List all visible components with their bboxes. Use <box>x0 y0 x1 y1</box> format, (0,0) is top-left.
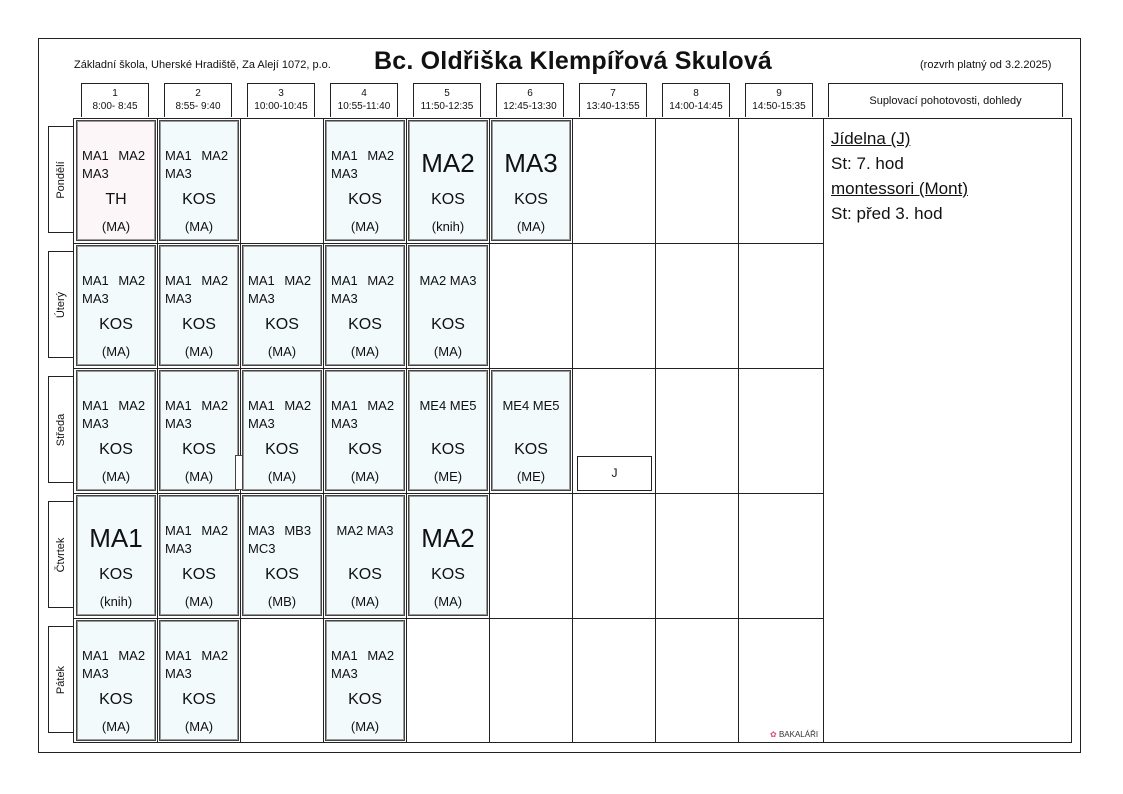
duty-box-canteen[interactable]: J <box>577 456 652 491</box>
row-divider <box>74 493 823 494</box>
lesson-groups: MA3 MB3 MC3 <box>248 523 312 556</box>
lesson-subject: KOS <box>348 316 382 333</box>
lesson-cell[interactable] <box>408 495 488 616</box>
lesson-room: (MA) <box>184 719 214 734</box>
lesson-room: (MA) <box>433 344 463 359</box>
duty-montessori-time: St: před 3. hod <box>831 204 943 223</box>
period-header-9: 9 14:50-15:35 <box>745 83 813 117</box>
lesson-cell[interactable] <box>325 370 405 491</box>
lesson-subject: KOS <box>348 691 382 708</box>
lesson-groups: MA1 MA2 MA3 <box>331 398 395 431</box>
lesson-cell[interactable] <box>159 120 239 241</box>
lesson-subject: KOS <box>182 441 216 458</box>
lesson-room: (MA) <box>101 219 131 234</box>
lesson-groups: MA1 MA2 MA3 <box>82 148 146 181</box>
lesson-subject: KOS <box>514 191 548 208</box>
lesson-groups: MA1 MA2 MA3 <box>165 148 229 181</box>
lesson-room: (MA) <box>350 719 380 734</box>
lesson-room: (knih) <box>431 219 465 234</box>
duty-canteen-title: Jídelna (J) <box>831 129 911 148</box>
lesson-room: (MA) <box>350 219 380 234</box>
lesson-subject: KOS <box>265 566 299 583</box>
lesson-cell[interactable] <box>242 370 322 491</box>
lesson-cell[interactable] <box>242 245 322 366</box>
day-tab-friday: Pátek <box>48 626 73 733</box>
lesson-cell[interactable] <box>76 620 156 741</box>
lesson-room: (MA) <box>101 469 131 484</box>
lesson-cell[interactable] <box>325 120 405 241</box>
lesson-subject: KOS <box>514 441 548 458</box>
lesson-cell[interactable] <box>325 245 405 366</box>
lesson-subject: KOS <box>265 316 299 333</box>
substitution-header: Suplovací pohotovosti, dohledy <box>828 83 1063 117</box>
lesson-cell[interactable] <box>242 495 322 616</box>
period-header-6: 6 12:45-13:30 <box>496 83 564 117</box>
lesson-subject: KOS <box>99 691 133 708</box>
bakalari-logo: ✿ BAKALÁŘI <box>770 730 819 739</box>
col-divider <box>157 119 158 742</box>
lesson-class: MA2 <box>421 148 475 178</box>
lesson-room: (MA) <box>267 344 297 359</box>
small-marker <box>235 455 243 490</box>
col-divider <box>323 119 324 742</box>
lesson-cell[interactable] <box>325 495 405 616</box>
lesson-groups: MA1 MA2 MA3 <box>82 398 146 431</box>
lesson-groups: MA1 MA2 MA3 <box>165 648 229 681</box>
lesson-groups: MA1 MA2 MA3 <box>331 648 395 681</box>
period-header-8: 8 14:00-14:45 <box>662 83 730 117</box>
lesson-subject: KOS <box>431 566 465 583</box>
period-header-7: 7 13:40-13:55 <box>579 83 647 117</box>
teacher-name: Bc. Oldřiška Klempířová Skulová <box>374 47 773 75</box>
lesson-room: (MB) <box>267 594 297 609</box>
day-tab-wednesday: Středa <box>48 376 73 483</box>
lesson-groups: MA1 MA2 MA3 <box>165 398 229 431</box>
lesson-room: (MA) <box>267 469 297 484</box>
lesson-groups: MA1 MA2 MA3 <box>331 273 395 306</box>
period-header-1: 1 8:00- 8:45 <box>81 83 149 117</box>
lesson-subject: KOS <box>265 441 299 458</box>
lesson-subject: KOS <box>99 316 133 333</box>
lesson-cell[interactable] <box>159 495 239 616</box>
lesson-room: (ME) <box>433 469 463 484</box>
lesson-subject: KOS <box>348 191 382 208</box>
school-name: Základní škola, Uherské Hradiště, Za Alejí 1072, p.o. <box>74 59 331 71</box>
lesson-groups: ME4 ME5 <box>502 398 560 413</box>
lesson-groups: MA1 MA2 MA3 <box>82 273 146 306</box>
validity-note: (rozvrh platný od 3.2.2025) <box>920 59 1052 71</box>
col-divider <box>489 119 490 742</box>
lesson-room: (MA) <box>350 594 380 609</box>
lesson-groups: MA2 MA3 <box>419 273 477 288</box>
lesson-class: MA2 <box>421 523 475 553</box>
lesson-room: (MA) <box>101 719 131 734</box>
lesson-subject: KOS <box>348 566 382 583</box>
duty-montessori-title: montessori (Mont) <box>831 179 968 198</box>
lesson-groups: MA1 MA2 MA3 <box>248 273 312 306</box>
row-divider <box>74 243 823 244</box>
lesson-subject: KOS <box>182 316 216 333</box>
row-divider <box>74 618 823 619</box>
lesson-groups: MA1 MA2 MA3 <box>331 148 395 181</box>
lesson-room: (MA) <box>516 219 546 234</box>
lesson-subject: KOS <box>182 191 216 208</box>
substitution-notes <box>831 126 968 226</box>
lesson-subject: KOS <box>348 441 382 458</box>
lesson-subject: KOS <box>99 441 133 458</box>
col-divider <box>240 119 241 742</box>
lesson-subject: KOS <box>431 316 465 333</box>
lesson-cell[interactable] <box>76 245 156 366</box>
lesson-subject: KOS <box>182 566 216 583</box>
period-header-2: 2 8:55- 9:40 <box>164 83 232 117</box>
lesson-room: (ME) <box>516 469 546 484</box>
bakalari-logo-icon: ✿ <box>770 730 777 739</box>
lesson-room: (MA) <box>184 469 214 484</box>
col-divider <box>406 119 407 742</box>
day-tab-monday: Pondělí <box>48 126 73 233</box>
lesson-cell[interactable] <box>76 120 156 241</box>
lesson-cell[interactable] <box>159 620 239 741</box>
lesson-room: (MA) <box>184 219 214 234</box>
lesson-subject: KOS <box>182 691 216 708</box>
lesson-room: (MA) <box>350 469 380 484</box>
lesson-groups: MA1 MA2 MA3 <box>82 648 146 681</box>
lesson-room: (MA) <box>184 594 214 609</box>
lesson-groups: MA1 MA2 MA3 <box>248 398 312 431</box>
lesson-groups: ME4 ME5 <box>419 398 477 413</box>
lesson-cell[interactable] <box>491 120 571 241</box>
lesson-class: MA3 <box>504 148 558 178</box>
lesson-cell[interactable] <box>76 495 156 616</box>
day-tab-tuesday: Úterý <box>48 251 73 358</box>
lesson-cell[interactable] <box>159 370 239 491</box>
lesson-groups: MA2 MA3 <box>336 523 394 538</box>
col-divider <box>738 119 739 742</box>
lesson-subject: KOS <box>99 566 133 583</box>
lesson-groups: MA1 MA2 MA3 <box>165 273 229 306</box>
lesson-subject: KOS <box>431 191 465 208</box>
lesson-cell[interactable] <box>408 370 488 491</box>
lesson-room: (knih) <box>99 594 133 609</box>
col-divider <box>655 119 656 742</box>
lesson-room: (MA) <box>350 344 380 359</box>
row-divider <box>74 368 823 369</box>
lesson-room: (MA) <box>101 344 131 359</box>
lesson-room: (MA) <box>184 344 214 359</box>
day-tab-thursday: Čtvrtek <box>48 501 73 608</box>
lesson-cell[interactable] <box>491 370 571 491</box>
lesson-groups: MA1 MA2 MA3 <box>165 523 229 556</box>
period-header-3: 3 10:00-10:45 <box>247 83 315 117</box>
lesson-cell[interactable] <box>76 370 156 491</box>
lesson-subject: KOS <box>431 441 465 458</box>
period-header-5: 5 11:50-12:35 <box>413 83 481 117</box>
lesson-cell[interactable] <box>159 245 239 366</box>
lesson-cell[interactable] <box>408 120 488 241</box>
lesson-class: MA1 <box>89 523 143 553</box>
period-header-4: 4 10:55-11:40 <box>330 83 398 117</box>
col-divider <box>572 119 573 742</box>
duty-canteen-time: St: 7. hod <box>831 154 904 173</box>
lesson-cell[interactable] <box>408 245 488 366</box>
lesson-room: (MA) <box>433 594 463 609</box>
lesson-subject: TH <box>105 191 127 208</box>
lesson-cell[interactable] <box>325 620 405 741</box>
